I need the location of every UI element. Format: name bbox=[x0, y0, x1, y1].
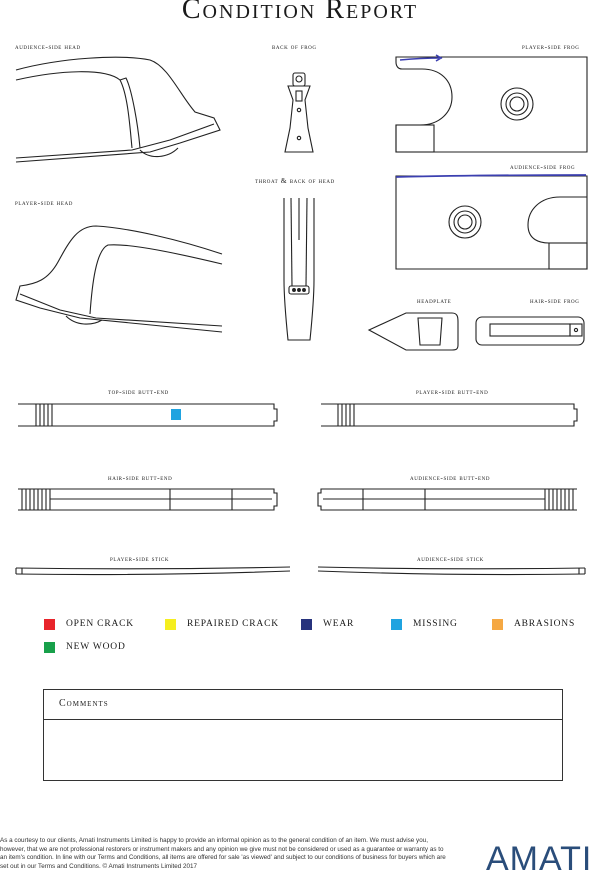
diagram-throat-back-of-head bbox=[284, 198, 314, 340]
legend-repaired-crack bbox=[165, 617, 279, 631]
legend-label: WEAR bbox=[323, 619, 355, 629]
legend-swatch bbox=[44, 619, 55, 630]
diagram-headplate bbox=[369, 313, 458, 350]
amati-logo: AMATI bbox=[486, 840, 593, 878]
legend-open-crack bbox=[44, 617, 134, 631]
label-hair-side-butt-end: hair-side butt-end bbox=[108, 473, 173, 482]
legend-new-wood bbox=[44, 640, 126, 654]
wear-mark-player-frog bbox=[400, 55, 442, 61]
diagram-top-side-butt-end bbox=[18, 404, 277, 426]
legend-label: NEW WOOD bbox=[66, 642, 126, 652]
label-audience-side-stick: audience-side stick bbox=[417, 554, 484, 563]
page-title: Condition Report bbox=[181, 0, 419, 25]
label-throat-back-of-head: throat & back of head bbox=[255, 176, 335, 185]
legend-abrasions bbox=[492, 617, 575, 631]
diagram-audience-side-head bbox=[16, 57, 220, 162]
disclaimer-text: As a courtesy to our clients, Amati Instruments Limited is happy to provide an informal opinion as to the general condition of an item. We must advise you, however, that we are not professional restorers or instrument makers and any opinion we give must not be considered or used as a guarantee or warranty as to an item's condition. In line with our Terms and Conditions, all items are offered for sale 'as viewed' and subject to our conditions of business for buyers which are set out in our Terms and Conditions. © Amati Instruments Limited 2017 bbox=[0, 837, 446, 870]
label-audience-side-frog: audience-side frog bbox=[510, 162, 576, 171]
legend-label: ABRASIONS bbox=[514, 619, 576, 629]
legend-swatch bbox=[492, 619, 503, 630]
diagram-audience-side-frog bbox=[396, 176, 587, 269]
diagram-audience-side-stick bbox=[318, 567, 585, 575]
comments-area[interactable] bbox=[44, 720, 562, 780]
diagram-hair-side-frog bbox=[476, 317, 584, 345]
label-audience-side-butt-end: audience-side butt-end bbox=[410, 473, 491, 482]
diagram-audience-side-butt-end bbox=[318, 489, 577, 510]
label-back-of-frog: back of frog bbox=[272, 42, 317, 51]
legend-missing bbox=[391, 617, 458, 631]
diagram-player-side-stick bbox=[16, 567, 290, 575]
label-hair-side-frog: hair-side frog bbox=[530, 296, 580, 305]
label-player-side-stick: player-side stick bbox=[110, 554, 170, 563]
label-audience-side-head: audience-side head bbox=[15, 42, 81, 51]
diagram-hair-side-butt-end bbox=[18, 489, 277, 510]
diagram-player-side-frog bbox=[396, 57, 587, 152]
legend-label: OPEN CRACK bbox=[66, 619, 134, 629]
label-player-side-butt-end: player-side butt-end bbox=[416, 387, 489, 396]
comments-box bbox=[43, 689, 563, 781]
label-headplate: headplate bbox=[417, 296, 452, 305]
legend-swatch bbox=[165, 619, 176, 630]
legend-label: MISSING bbox=[413, 619, 458, 629]
diagram-player-side-butt-end bbox=[321, 404, 577, 426]
legend-label: REPAIRED CRACK bbox=[187, 619, 279, 629]
legend-swatch bbox=[44, 642, 55, 653]
legend-wear bbox=[301, 617, 354, 631]
legend-swatch bbox=[391, 619, 402, 630]
diagram-player-side-head bbox=[16, 226, 222, 332]
diagram-back-of-frog bbox=[285, 73, 313, 152]
comments-heading: Comments bbox=[44, 690, 562, 720]
missing-mark-top-butt bbox=[171, 409, 181, 420]
label-player-side-frog: player-side frog bbox=[522, 42, 580, 51]
legend-swatch bbox=[301, 619, 312, 630]
label-player-side-head: player-side head bbox=[15, 198, 73, 207]
label-top-side-butt-end: top-side butt-end bbox=[108, 387, 169, 396]
